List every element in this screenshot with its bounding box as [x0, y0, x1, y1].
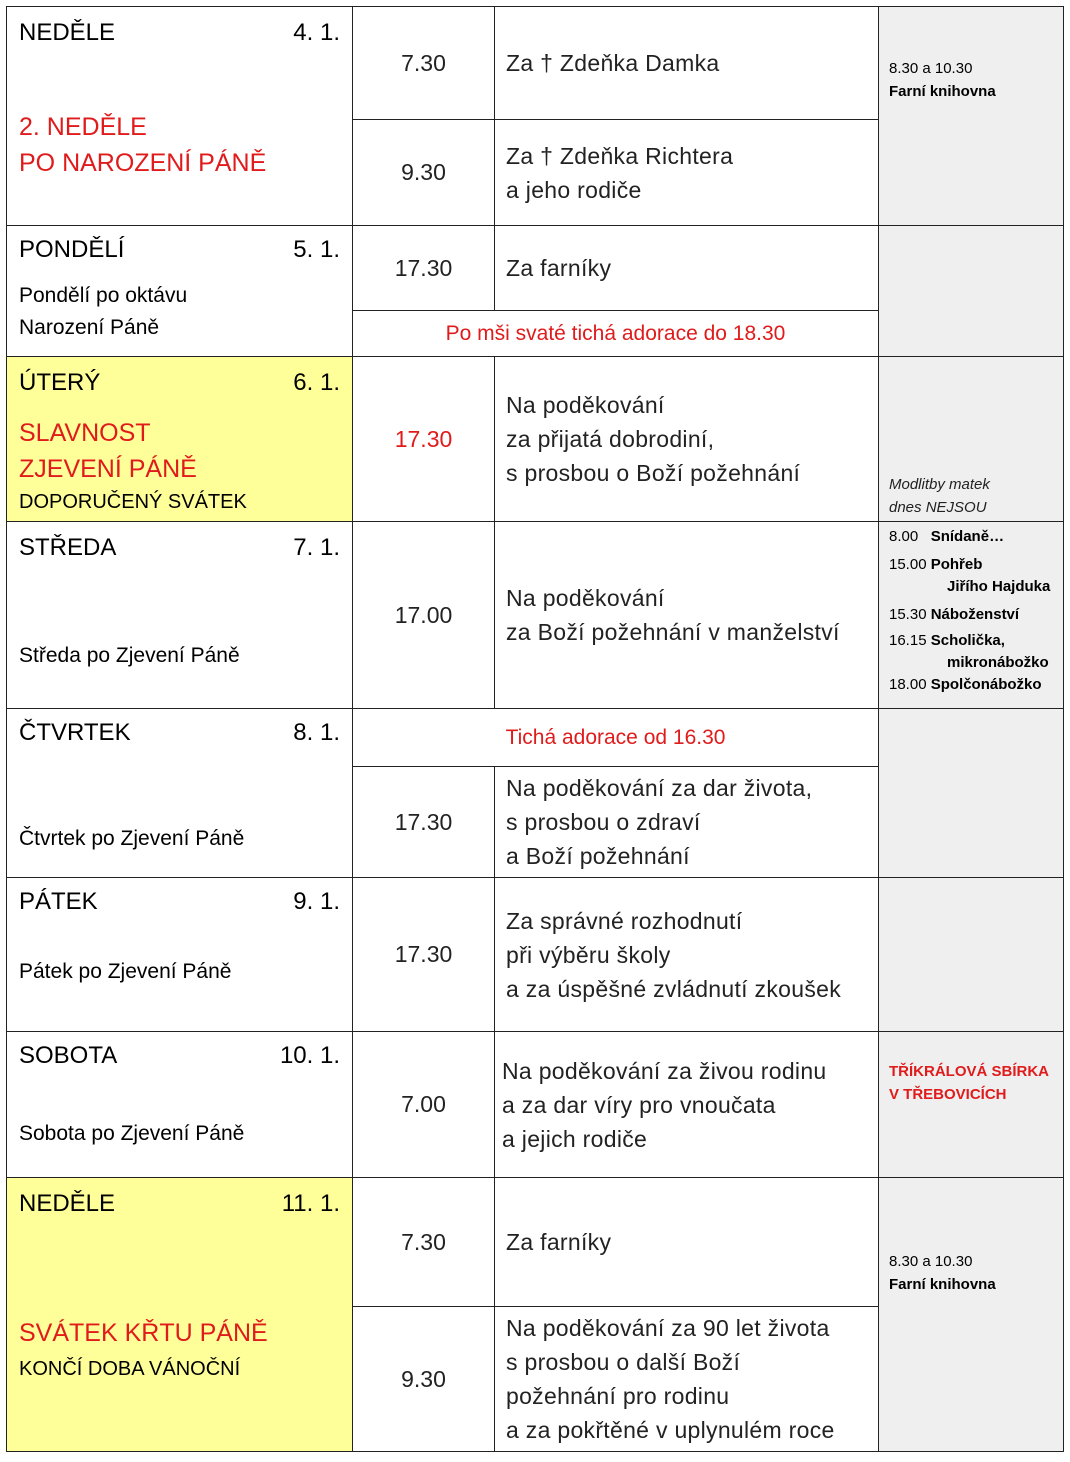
adoration-note: Po mši svaté tichá adorace do 18.30: [353, 311, 879, 357]
intention-line: Za † Zdeňka Damka: [506, 50, 720, 76]
feast-title: ZJEVENÍ PÁNĚ: [19, 455, 197, 483]
feast-rank: DOPORUČENÝ SVÁTEK: [19, 491, 247, 513]
intention-line: a jeho rodiče: [506, 176, 642, 203]
event-item: [889, 674, 1050, 696]
event-time: 8.00: [889, 528, 919, 545]
intention-line: Za farníky: [506, 1229, 612, 1255]
side-events: [879, 522, 1064, 709]
event-text: Snídaně…: [930, 528, 1005, 545]
day-cell-friday-9-1: [7, 878, 353, 1032]
event-time: 15.00: [889, 556, 927, 573]
mass-time: 9.30: [353, 1307, 495, 1452]
day-date: 11. 1.: [281, 1190, 340, 1217]
intention-line: a Boží požehnání: [506, 843, 690, 869]
day-name: ČTVRTEK: [19, 719, 131, 746]
mass-time: 7.00: [353, 1032, 495, 1178]
day-name: SOBOTA: [19, 1042, 118, 1069]
intention-line: a za úspěšné zvládnutí zkoušek: [506, 975, 842, 1002]
mass-intention: [495, 1032, 879, 1178]
day-date: 6. 1.: [293, 369, 340, 396]
intention-line: s prosbou o zdraví: [506, 809, 701, 835]
mass-intention: [495, 226, 879, 311]
mass-time: 17.30: [353, 226, 495, 311]
event-text: Pohřeb: [930, 556, 983, 573]
day-name: NEDĚLE: [19, 1190, 116, 1217]
side-note: [879, 7, 1064, 226]
side-line: TŘÍKRÁLOVÁ SBÍRKA: [889, 1063, 1049, 1080]
day-name: NEDĚLE: [19, 19, 116, 46]
feast-title: PO NAROZENÍ PÁNĚ: [19, 149, 267, 177]
event-text: Scholička,: [930, 632, 1005, 649]
mass-intention: [495, 7, 879, 120]
day-date: 4. 1.: [293, 19, 340, 46]
event-item-cont: [889, 576, 1050, 598]
intention-line: a jejich rodiče: [502, 1125, 648, 1152]
intention-line: s prosbou o další Boží: [506, 1349, 741, 1375]
side-place: Farní knihovna: [889, 1276, 996, 1293]
day-date: 7. 1.: [293, 534, 340, 561]
mass-time: 9.30: [353, 120, 495, 226]
event-item-cont: [889, 652, 1050, 674]
side-line: Modlitby matek: [889, 476, 990, 493]
intention-line: a za pokřtěné v uplynulém roce: [506, 1417, 835, 1443]
side-note: [879, 357, 1064, 522]
day-name: ÚTERÝ: [19, 369, 101, 396]
event-text: Spolčonábožko: [930, 676, 1042, 693]
side-note: [879, 1032, 1064, 1178]
side-note-empty: [879, 878, 1064, 1032]
event-item: [889, 554, 1050, 576]
side-note: [879, 1178, 1064, 1452]
intention-line: za Boží požehnání v manželství: [506, 619, 840, 645]
event-item: [889, 604, 1050, 626]
mass-time: 7.30: [353, 7, 495, 120]
mass-time: 17.30: [353, 357, 495, 522]
day-date: 10. 1.: [279, 1042, 340, 1069]
intention-line: Na poděkování za dar života,: [506, 775, 813, 801]
side-place: Farní knihovna: [889, 83, 996, 100]
intention-line: a za dar víry pro vnoučata: [502, 1091, 776, 1118]
side-note-empty: [879, 709, 1064, 878]
intention-line: Na poděkování za 90 let života: [506, 1315, 830, 1341]
day-subtitle: Čtvrtek po Zjevení Páně: [19, 827, 245, 850]
mass-schedule-table: [6, 6, 1064, 1452]
mass-time: 7.30: [353, 1178, 495, 1307]
day-date: 5. 1.: [293, 236, 340, 263]
day-cell-wednesday-7-1: [7, 522, 353, 709]
side-time: 8.30 a 10.30: [889, 60, 973, 77]
mass-intention: [495, 522, 879, 709]
intention-line: s prosbou o Boží požehnání: [506, 460, 801, 486]
mass-intention: [495, 1307, 879, 1452]
feast-title: SVÁTEK KŘTU PÁNĚ: [19, 1319, 268, 1347]
intention-line: Za správné rozhodnutí: [506, 907, 743, 934]
day-subtitle: Středa po Zjevení Páně: [19, 644, 240, 667]
feast-rank: KONČÍ DOBA VÁNOČNÍ: [19, 1358, 241, 1380]
day-cell-monday-5-1: [7, 226, 353, 357]
side-line: dnes NEJSOU: [889, 499, 987, 516]
day-subtitle: Pondělí po oktávu: [19, 284, 188, 307]
day-name: PÁTEK: [19, 888, 98, 915]
mass-intention: [495, 767, 879, 878]
mass-intention: [495, 357, 879, 522]
mass-time: 17.30: [353, 878, 495, 1032]
adoration-note: Tichá adorace od 16.30: [353, 709, 879, 767]
day-subtitle: Pátek po Zjevení Páně: [19, 960, 232, 983]
event-time: 15.30: [889, 606, 927, 623]
day-cell-tuesday-6-1: [7, 357, 353, 522]
side-line: V TŘEBOVICÍCH: [889, 1086, 1007, 1103]
intention-line: Za † Zdeňka Richtera: [506, 142, 734, 169]
event-text: mikronábožko: [947, 654, 1049, 671]
day-subtitle: Sobota po Zjevení Páně: [19, 1122, 245, 1145]
intention-line: za přijatá dobrodiní,: [506, 426, 715, 452]
day-cell-sunday-11-1: [7, 1178, 353, 1452]
day-cell-sunday-4-1: [7, 7, 353, 226]
intention-line: Na poděkování: [506, 392, 665, 418]
event-text: Jiřího Hajduka: [947, 578, 1051, 595]
mass-intention: [495, 120, 879, 226]
event-item: [889, 526, 1050, 548]
mass-intention: [495, 878, 879, 1032]
event-item: [889, 630, 1050, 652]
day-name: STŘEDA: [19, 534, 117, 561]
event-text: Náboženství: [930, 606, 1020, 623]
day-cell-thursday-8-1: [7, 709, 353, 878]
intention-line: Na poděkování za živou rodinu: [502, 1057, 827, 1084]
intention-line: Na poděkování: [506, 585, 665, 611]
day-subtitle: Narození Páně: [19, 316, 160, 339]
intention-line: Za farníky: [506, 255, 612, 281]
feast-title: SLAVNOST: [19, 419, 151, 447]
side-time: 8.30 a 10.30: [889, 1253, 973, 1270]
day-date: 8. 1.: [293, 719, 340, 746]
event-time: 18.00: [889, 676, 927, 693]
side-note-empty: [879, 226, 1064, 357]
intention-line: při výběru školy: [506, 941, 671, 968]
day-cell-saturday-10-1: [7, 1032, 353, 1178]
feast-title: 2. NEDĚLE: [19, 113, 147, 141]
event-time: 16.15: [889, 632, 927, 649]
mass-time: 17.00: [353, 522, 495, 709]
intention-line: požehnání pro rodinu: [506, 1383, 730, 1409]
day-date: 9. 1.: [293, 888, 340, 915]
mass-intention: [495, 1178, 879, 1307]
mass-time: 17.30: [353, 767, 495, 878]
day-name: PONDĚLÍ: [19, 236, 125, 263]
